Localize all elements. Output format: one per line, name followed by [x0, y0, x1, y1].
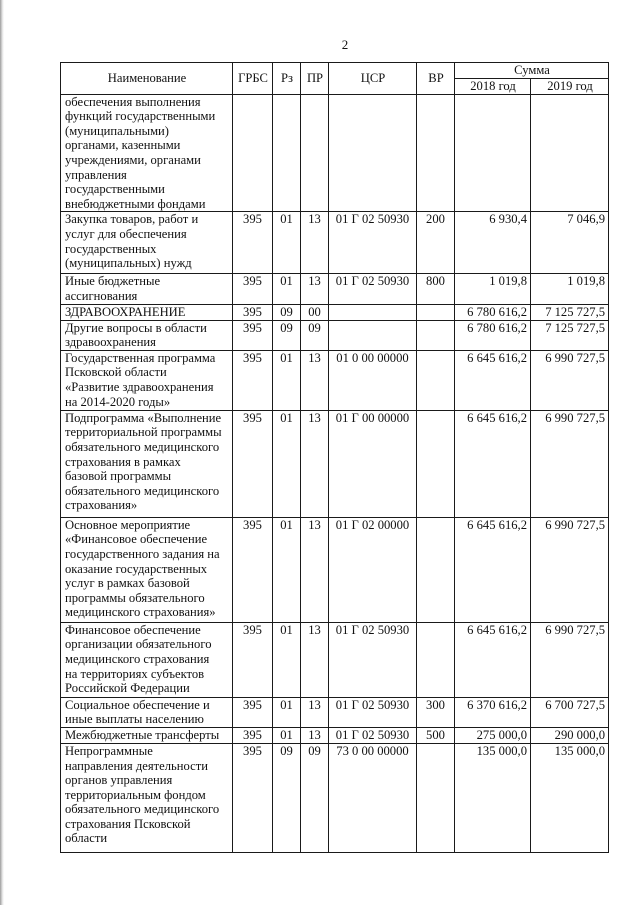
cell-vr [417, 350, 455, 410]
cell-grbs: 395 [233, 697, 273, 727]
cell-sum-2019: 1 019,8 [531, 274, 609, 304]
cell-pr: 13 [301, 274, 329, 304]
cell-grbs: 395 [233, 212, 273, 274]
cell-name: Подпрограмма «Выполнение территориальной программы обязательного медицинского страхования в рамках базовой программы обязательного медицинского страхования» [61, 410, 233, 517]
cell-name: Государственная программа Псковской области «Развитие здравоохранения на 2014-2020 годы» [61, 350, 233, 410]
cell-vr [417, 743, 455, 852]
cell-rz: 01 [273, 350, 301, 410]
cell-name: Закупка товаров, работ и услуг для обеспечения государственных (муниципальных) нужд [61, 212, 233, 274]
cell-grbs: 395 [233, 304, 273, 320]
cell-name: ЗДРАВООХРАНЕНИЕ [61, 304, 233, 320]
cell-rz: 01 [273, 697, 301, 727]
cell-grbs: 395 [233, 350, 273, 410]
cell-rz: 09 [273, 743, 301, 852]
cell-vr: 200 [417, 212, 455, 274]
cell-sum-2018: 6 645 616,2 [455, 622, 531, 697]
cell-csr: 01 Г 02 00000 [329, 517, 417, 622]
cell-sum-2019: 6 700 727,5 [531, 697, 609, 727]
table-row [61, 697, 609, 727]
cell-csr: 01 Г 00 00000 [329, 410, 417, 517]
header-grbs: ГРБС [233, 63, 273, 95]
cell-sum-2018: 6 645 616,2 [455, 410, 531, 517]
cell-grbs: 395 [233, 320, 273, 350]
cell-name: Межбюджетные трансферты [61, 727, 233, 743]
budget-table [60, 62, 609, 853]
cell-vr: 800 [417, 274, 455, 304]
header-sum: Сумма [455, 63, 609, 79]
cell-sum-2018: 135 000,0 [455, 743, 531, 852]
table-row [61, 517, 609, 622]
cell-sum-2018: 6 780 616,2 [455, 320, 531, 350]
cell-vr [417, 622, 455, 697]
cell-grbs: 395 [233, 410, 273, 517]
cell-grbs: 395 [233, 517, 273, 622]
cell-vr: 300 [417, 697, 455, 727]
table-row [61, 350, 609, 410]
table-body [61, 94, 609, 852]
header-year-2018: 2018 год [455, 78, 531, 94]
cell-pr: 13 [301, 727, 329, 743]
cell-pr: 13 [301, 622, 329, 697]
scan-edge [0, 0, 4, 905]
cell-sum-2019: 7 125 727,5 [531, 304, 609, 320]
cell-sum-2019 [531, 94, 609, 212]
cell-vr [417, 320, 455, 350]
cell-csr [329, 320, 417, 350]
cell-sum-2018: 1 019,8 [455, 274, 531, 304]
cell-sum-2018: 6 370 616,2 [455, 697, 531, 727]
cell-pr: 13 [301, 350, 329, 410]
cell-pr [301, 94, 329, 212]
cell-name: обеспечения выполнения функций государственными (муниципальными) органами, казенными учреждениями, органами управления государственными внебюджетными фондами [61, 94, 233, 212]
cell-grbs: 395 [233, 274, 273, 304]
cell-pr: 13 [301, 410, 329, 517]
table-row [61, 320, 609, 350]
table-row [61, 304, 609, 320]
cell-name: Иные бюджетные ассигнования [61, 274, 233, 304]
cell-sum-2018: 6 930,4 [455, 212, 531, 274]
cell-csr: 01 Г 02 50930 [329, 212, 417, 274]
cell-sum-2019: 6 990 727,5 [531, 350, 609, 410]
cell-csr: 01 Г 02 50930 [329, 697, 417, 727]
header-name: Наименование [61, 63, 233, 95]
cell-csr: 01 Г 02 50930 [329, 727, 417, 743]
table-row [61, 743, 609, 852]
cell-name: Другие вопросы в области здравоохранения [61, 320, 233, 350]
cell-rz: 01 [273, 727, 301, 743]
cell-pr: 13 [301, 212, 329, 274]
cell-name: Социальное обеспечение и иные выплаты населению [61, 697, 233, 727]
header-year-2019: 2019 год [531, 78, 609, 94]
cell-pr: 13 [301, 517, 329, 622]
cell-csr [329, 94, 417, 212]
header-csr: ЦСР [329, 63, 417, 95]
page-number: 2 [341, 37, 349, 52]
table-header [61, 63, 609, 95]
cell-pr: 09 [301, 320, 329, 350]
cell-sum-2019: 290 000,0 [531, 727, 609, 743]
cell-grbs: 395 [233, 622, 273, 697]
cell-sum-2019: 6 990 727,5 [531, 410, 609, 517]
table-row [61, 94, 609, 212]
cell-sum-2018: 6 645 616,2 [455, 350, 531, 410]
cell-rz [273, 94, 301, 212]
cell-sum-2018: 6 645 616,2 [455, 517, 531, 622]
table-row [61, 727, 609, 743]
cell-pr: 00 [301, 304, 329, 320]
cell-sum-2019: 7 046,9 [531, 212, 609, 274]
cell-name: Непрограммные направления деятельности органов управления территориальным фондом обязательного медицинского страхования Псковской области [61, 743, 233, 852]
table-row [61, 622, 609, 697]
cell-sum-2019: 135 000,0 [531, 743, 609, 852]
cell-sum-2019: 6 990 727,5 [531, 622, 609, 697]
table-row [61, 274, 609, 304]
cell-rz: 01 [273, 410, 301, 517]
cell-name: Финансовое обеспечение организации обязательного медицинского страхования на территориях субъектов Российской Федерации [61, 622, 233, 697]
cell-sum-2018 [455, 94, 531, 212]
cell-vr [417, 517, 455, 622]
cell-rz: 01 [273, 274, 301, 304]
header-pr: ПР [301, 63, 329, 95]
cell-csr: 01 Г 02 50930 [329, 622, 417, 697]
cell-sum-2019: 6 990 727,5 [531, 517, 609, 622]
table-header-row [61, 63, 609, 79]
cell-grbs [233, 94, 273, 212]
cell-csr: 01 0 00 00000 [329, 350, 417, 410]
cell-vr [417, 94, 455, 212]
cell-sum-2018: 6 780 616,2 [455, 304, 531, 320]
cell-pr: 13 [301, 697, 329, 727]
cell-vr: 500 [417, 727, 455, 743]
header-rz: Рз [273, 63, 301, 95]
cell-name: Основное мероприятие «Финансовое обеспечение государственного задания на оказание государственных услуг в рамках базовой программы обязательного медицинского страхования» [61, 517, 233, 622]
cell-vr [417, 410, 455, 517]
cell-rz: 01 [273, 212, 301, 274]
cell-csr [329, 304, 417, 320]
cell-csr: 73 0 00 00000 [329, 743, 417, 852]
cell-vr [417, 304, 455, 320]
cell-sum-2019: 7 125 727,5 [531, 320, 609, 350]
cell-grbs: 395 [233, 743, 273, 852]
cell-grbs: 395 [233, 727, 273, 743]
header-vr: ВР [417, 63, 455, 95]
cell-pr: 09 [301, 743, 329, 852]
table-row [61, 212, 609, 274]
cell-rz: 09 [273, 304, 301, 320]
cell-rz: 01 [273, 622, 301, 697]
table-row [61, 410, 609, 517]
cell-rz: 09 [273, 320, 301, 350]
cell-rz: 01 [273, 517, 301, 622]
cell-sum-2018: 275 000,0 [455, 727, 531, 743]
cell-csr: 01 Г 02 50930 [329, 274, 417, 304]
